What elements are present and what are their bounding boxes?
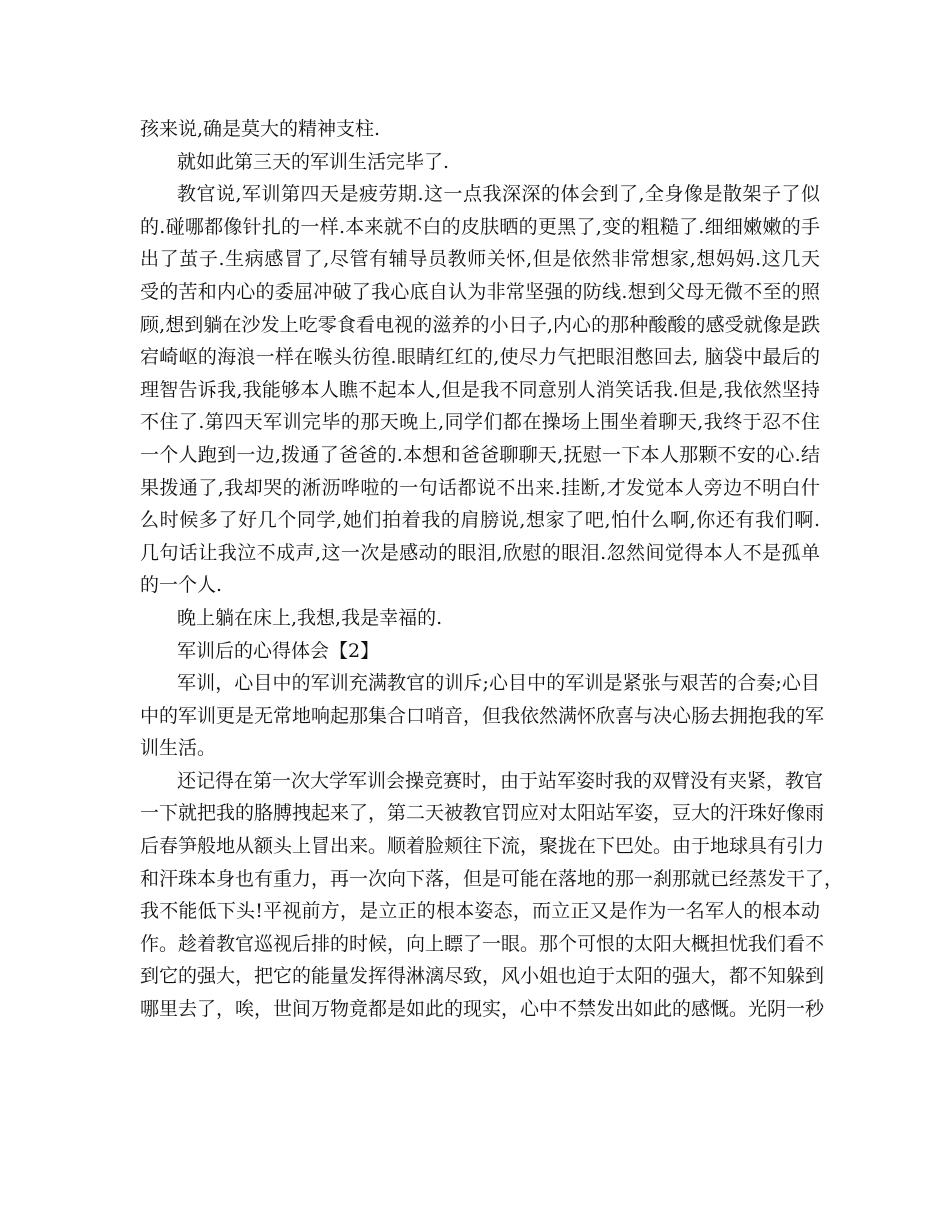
text-line: 一个人跑到一边,拨通了爸爸的.本想和爸爸聊聊天,抚慰一下本人那颗不安的心.结 — [140, 443, 820, 466]
text-line: 哪里去了，唉，世间万物竟都是如此的现实，心中不禁发出如此的感慨。光阴一秒 — [140, 998, 825, 1021]
text-line: 中的军训更是无常地响起那集合口哨音，但我依然满怀欣喜与决心肠去拥抱我的军 — [140, 704, 825, 727]
text-line: 训生活。 — [140, 737, 217, 760]
text-line: 到它的强大，把它的能量发挥得淋漓尽致，风小姐也迫于太阳的强大，都不知躲到 — [140, 965, 825, 988]
document-body — [140, 113, 844, 1026]
text-line: 理智告诉我,我能够本人瞧不起本人,但是我不同意别人消笑话我.但是,我依然坚持 — [140, 378, 820, 401]
text-line: 我不能低下头!平视前方，是立正的根本姿态，而立正又是作为一名军人的根本动 — [140, 900, 820, 923]
text-line: 后春笋般地从额头上冒出来。顺着脸颊往下流，聚拢在下巴处。由于地球具有引力 — [140, 835, 825, 858]
text-line: 晚上躺在床上,我想,我是幸福的. — [177, 606, 443, 629]
text-line: 么时候多了好几个同学,她们拍着我的肩膀说,想家了吧,怕什么啊,你还有我们啊. — [140, 509, 820, 532]
text-line: 军训，心目中的军训充满教官的训斥;心目中的军训是紧张与艰苦的合奏;心目 — [177, 672, 820, 695]
text-line: 军训后的心得体会【2】 — [177, 639, 380, 662]
text-line: 顾,想到躺在沙发上吃零食看电视的滋养的小日子,内心的那种酸酸的感受就像是跌 — [140, 313, 820, 336]
text-line: 受的苦和内心的委屈冲破了我心底自认为非常坚强的防线.想到父母无微不至的照 — [140, 280, 820, 303]
text-line: 的一个人. — [140, 574, 223, 597]
text-line: 孩来说,确是莫大的精神支柱. — [140, 118, 381, 140]
text-line: 一下就把我的胳膊拽起来了，第二天被教官罚应对太阳站军姿，豆大的汗珠好像雨 — [140, 802, 825, 825]
text-line: 几句话让我泣不成声,这一次是感动的眼泪,欣慰的眼泪.忽然间觉得本人不是孤单 — [140, 541, 820, 564]
text-line: 的.碰哪都像针扎的一样.本来就不白的皮肤晒的更黑了,变的粗糙了.细细嫩嫩的手 — [140, 215, 820, 238]
text-line: 宕崎岖的海浪一样在喉头彷徨.眼睛红红的,使尽力气把眼泪憋回去, 脑袋中最后的 — [140, 346, 820, 369]
text-line: 果拨通了,我却哭的淅沥哗啦的一句话都说不出来.挂断,才发觉本人旁边不明白什 — [140, 476, 820, 499]
text-line: 和汗珠本身也有重力，再一次向下落，但是可能在落地的那一刹那就已经蒸发干了， — [140, 867, 844, 890]
text-line: 不住了.第四天军训完毕的那天晚上,同学们都在操场上围坐着聊天,我终于忍不住 — [140, 411, 820, 434]
text-line: 教官说,军训第四天是疲劳期.这一点我深深的体会到了,全身像是散架子了似 — [177, 183, 820, 206]
text-line: 出了茧子.生病感冒了,尽管有辅导员教师关怀,但是依然非常想家,想妈妈.这几天 — [140, 248, 820, 271]
text-line: 还记得在第一次大学军训会操竞赛时，由于站军姿时我的双臂没有夹紧，教官 — [177, 769, 824, 792]
text-line: 作。趁着教官巡视后排的时候，向上瞟了一眼。那个可恨的太阳大概担忧我们看不 — [140, 932, 825, 955]
text-line: 就如此第三天的军训生活完毕了. — [177, 150, 450, 173]
